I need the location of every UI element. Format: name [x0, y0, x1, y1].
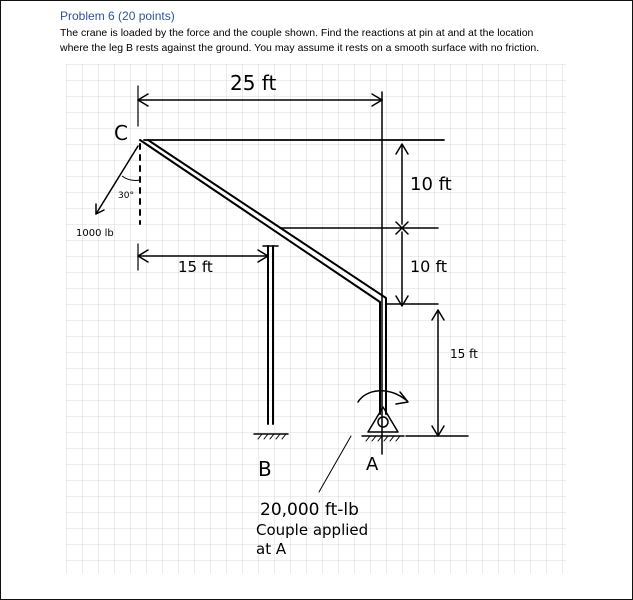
crane-figure	[66, 64, 566, 574]
statement-line-1: The crane is loaded by the force and the couple shown. Find the reactions at pin at and at the location	[60, 27, 534, 39]
problem-title: Problem 6 (20 points)	[60, 9, 175, 23]
label-c: C	[114, 121, 128, 145]
label-a: A	[366, 454, 379, 475]
dim-top-label: 25 ft	[230, 71, 277, 95]
couple-label-1: 20,000 ft-lb	[260, 500, 359, 520]
dim-right-lower-label: 15 ft	[450, 347, 478, 361]
force-label: 1000 lb	[76, 228, 114, 239]
angle-label: 30°	[118, 191, 134, 201]
label-b: B	[258, 457, 272, 481]
dim-right-upper-label: 10 ft	[410, 174, 452, 195]
dim-mid-label: 15 ft	[178, 258, 213, 276]
couple-label-3: at A	[256, 540, 287, 558]
couple-label-2: Couple applied	[256, 521, 369, 539]
dim-right-mid-label: 10 ft	[410, 257, 448, 276]
statement-line-2: where the leg B rests against the ground. You may assume it rests on a smooth surface with no friction.	[60, 42, 540, 54]
problem-statement	[60, 26, 580, 56]
